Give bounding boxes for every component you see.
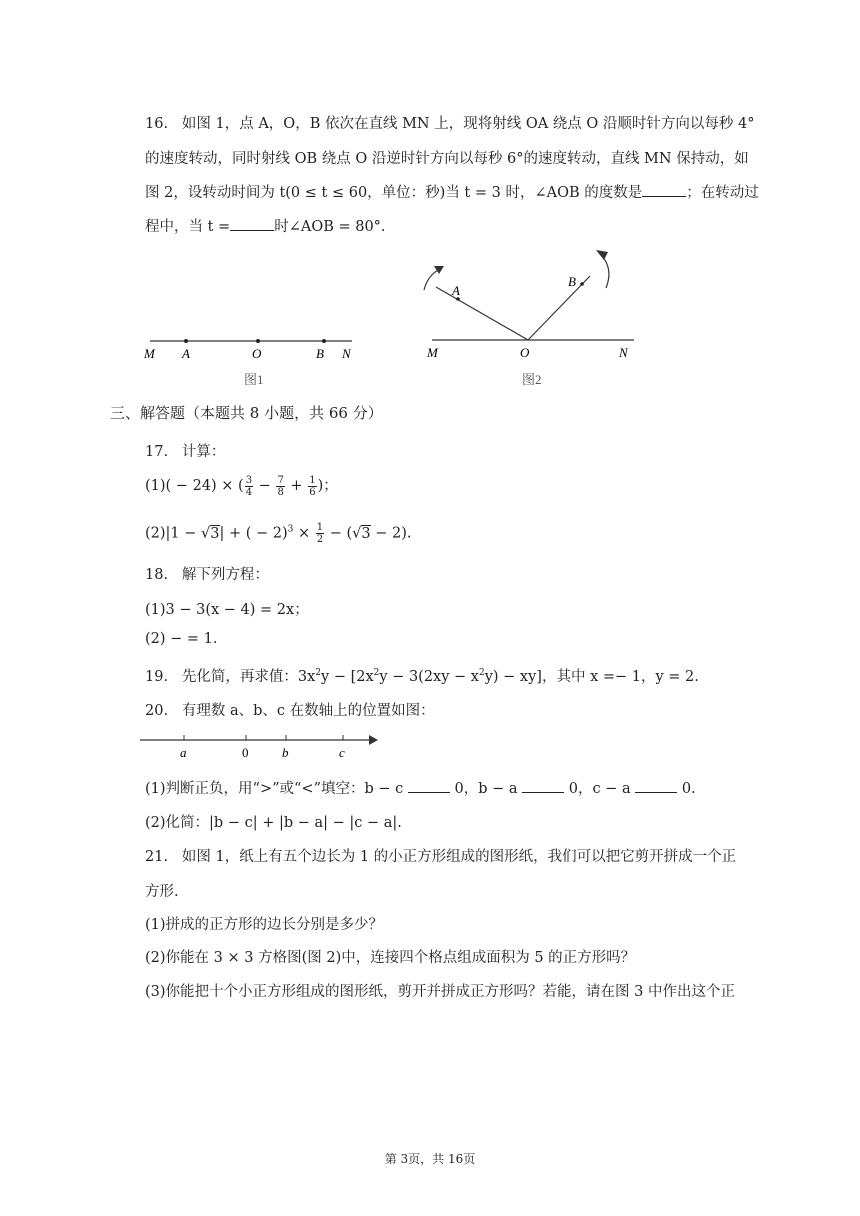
fraction [276,475,284,498]
ray-ob [528,276,590,340]
q20-p1-c: 0，c − a [568,781,631,797]
q16-line2: 的速度转动，同时射线 OB 绕点 O 沿逆时针方向以每秒 6°的速度转动，直线 MN 保持动，如 [145,151,749,167]
q20-title-line [145,699,435,720]
q16-number: 16. [145,116,169,132]
arrow-right-icon [369,735,378,745]
q18-part1: (1)3 − 3(x − 4) = 2x； [145,602,309,618]
q18-part2: (2) − = 1. [145,631,218,647]
q18-title-line [145,563,269,584]
answer-blank-5[interactable] [635,778,677,793]
fraction [245,475,253,498]
q19-text-d: y) − xy]，其中 x =− 1，y = 2. [484,669,699,685]
label-n: N [619,345,628,360]
numerator: 3 [245,474,253,486]
label-m: M [144,346,155,361]
q18-title: 解下列方程： [181,567,269,583]
q21-number: 21. [145,849,169,865]
q20-p1-b: 0，b − a [454,781,518,797]
fraction [308,475,316,498]
label-a: a [180,745,187,760]
q21-text-1: 如图 1，纸上有五个边长为 1 的小正方形组成的图形纸，我们可以把它剪开拼成一个正 [181,849,737,865]
q17-p2-a: (2)|1 − √ [145,525,211,542]
q17-p2-c: | + ( − 2) [219,525,288,542]
point-b [580,282,584,286]
q16-line3 [145,181,759,202]
answer-blank-2[interactable] [230,216,274,231]
q17-title-line [145,440,225,461]
q16-text-4a: 程中，当 t = [145,219,231,235]
point-o [256,339,260,343]
q19-text-c: y − 3(2xy − x [379,669,479,685]
q17-p1-op1: − [254,478,276,494]
figure-2 [418,244,648,392]
label-b: B [316,346,324,361]
q16-line1 [145,112,754,133]
q20-part2: (2)化简：|b − c| + |b − a| − |c − a|. [145,815,402,831]
label-o: O [252,346,262,361]
q17-part1 [145,474,338,498]
answer-blank-4[interactable] [522,778,564,793]
q20-p1-d: 0. [681,781,696,797]
q21-line2: 方形. [145,884,179,900]
q16-text-4b: 时∠AOB = 80°. [274,219,386,235]
q17-p2-g: − 2). [370,525,412,542]
label-a: A [452,283,460,298]
label-c: c [339,745,345,760]
denominator: 6 [309,486,316,498]
exponent: 2 [315,668,322,679]
label-a: A [182,346,190,361]
q17-p2-d: × [293,525,315,542]
label-m: M [427,345,438,360]
ray-oa [436,287,528,340]
figure-2-caption: 图2 [522,372,542,387]
denominator: 8 [277,486,284,498]
q17-p1-op2: + [285,478,308,494]
q16-text-3b: ；在转动过 [686,185,759,201]
arrowhead-b-icon [596,250,608,260]
page-footer: 第 3页，共 16页 [384,1152,476,1166]
q20-p1-a: (1)判断正负，用“>”或“<”填空：b − c [145,781,404,797]
q16-line4 [145,215,386,236]
point-a [184,339,188,343]
q21-part2: (2)你能在 3 × 3 方格图(图 2)中，连接四个格点组成面积为 5 的正方形吗？ [145,950,636,966]
q17-p1-suffix: )； [317,478,338,494]
figure-1 [140,328,370,392]
denominator: 2 [316,534,324,545]
q17-p1-prefix: (1)( − 24) × ( [145,478,244,494]
section-title: 三、解答题（本题共 8 小题，共 66 分） [110,404,383,422]
sqrt-radicand: 3 [361,525,371,542]
q16-text-3a: 图 2，设转动时间为 t(0 ≤ t ≤ 60，单位：秒)当 t = 3 时，∠AOB 的度数是 [145,185,643,201]
q17-number: 17. [145,444,169,460]
numerator: 7 [277,474,284,486]
figure-1-caption: 图1 [244,372,264,387]
arrowhead-a-icon [434,266,444,274]
q19-text-a: 先化简，再求值：3x [181,669,316,685]
q17-p2-e: − (√ [325,525,362,542]
q19-text-b: y − [2x [321,669,374,685]
answer-blank-3[interactable] [408,778,450,793]
fraction [316,522,324,545]
q17-title: 计算： [181,444,226,460]
q17-part2 [145,522,412,545]
q20-part1 [145,777,696,798]
numerator: 1 [316,522,324,533]
rotation-arrow-b [600,254,609,288]
q18-number: 18. [145,567,169,583]
label-zero: 0 [242,745,249,760]
label-b: b [282,745,289,760]
denominator: 4 [245,486,253,498]
q21-part3: (3)你能把十个小正方形组成的图形纸，剪开并拼成正方形吗？若能，请在图 3 中作出这个正 [145,984,735,1000]
q21-part1: (1)拼成的正方形的边长分别是多少？ [145,917,384,933]
exponent: 3 [287,524,294,535]
number-line [138,730,382,762]
exponent: 2 [478,668,485,679]
label-n: N [342,346,351,361]
label-o: O [520,345,530,360]
q19-line [145,665,699,686]
point-b [322,339,326,343]
sqrt-radicand: 3 [210,525,220,542]
q20-number: 20. [145,703,169,719]
label-b: B [568,274,576,289]
q16-text-1: 如图 1，点 A，O，B 依次在直线 MN 上，现将射线 OA 绕点 O 沿顺时针方向以每秒 4° [181,116,755,132]
answer-blank-1[interactable] [642,182,686,197]
q20-title: 有理数 a、b、c 在数轴上的位置如图： [181,703,435,719]
q21-line1 [145,845,736,866]
q19-number: 19. [145,669,169,685]
exponent: 2 [373,668,380,679]
numerator: 1 [309,474,316,486]
